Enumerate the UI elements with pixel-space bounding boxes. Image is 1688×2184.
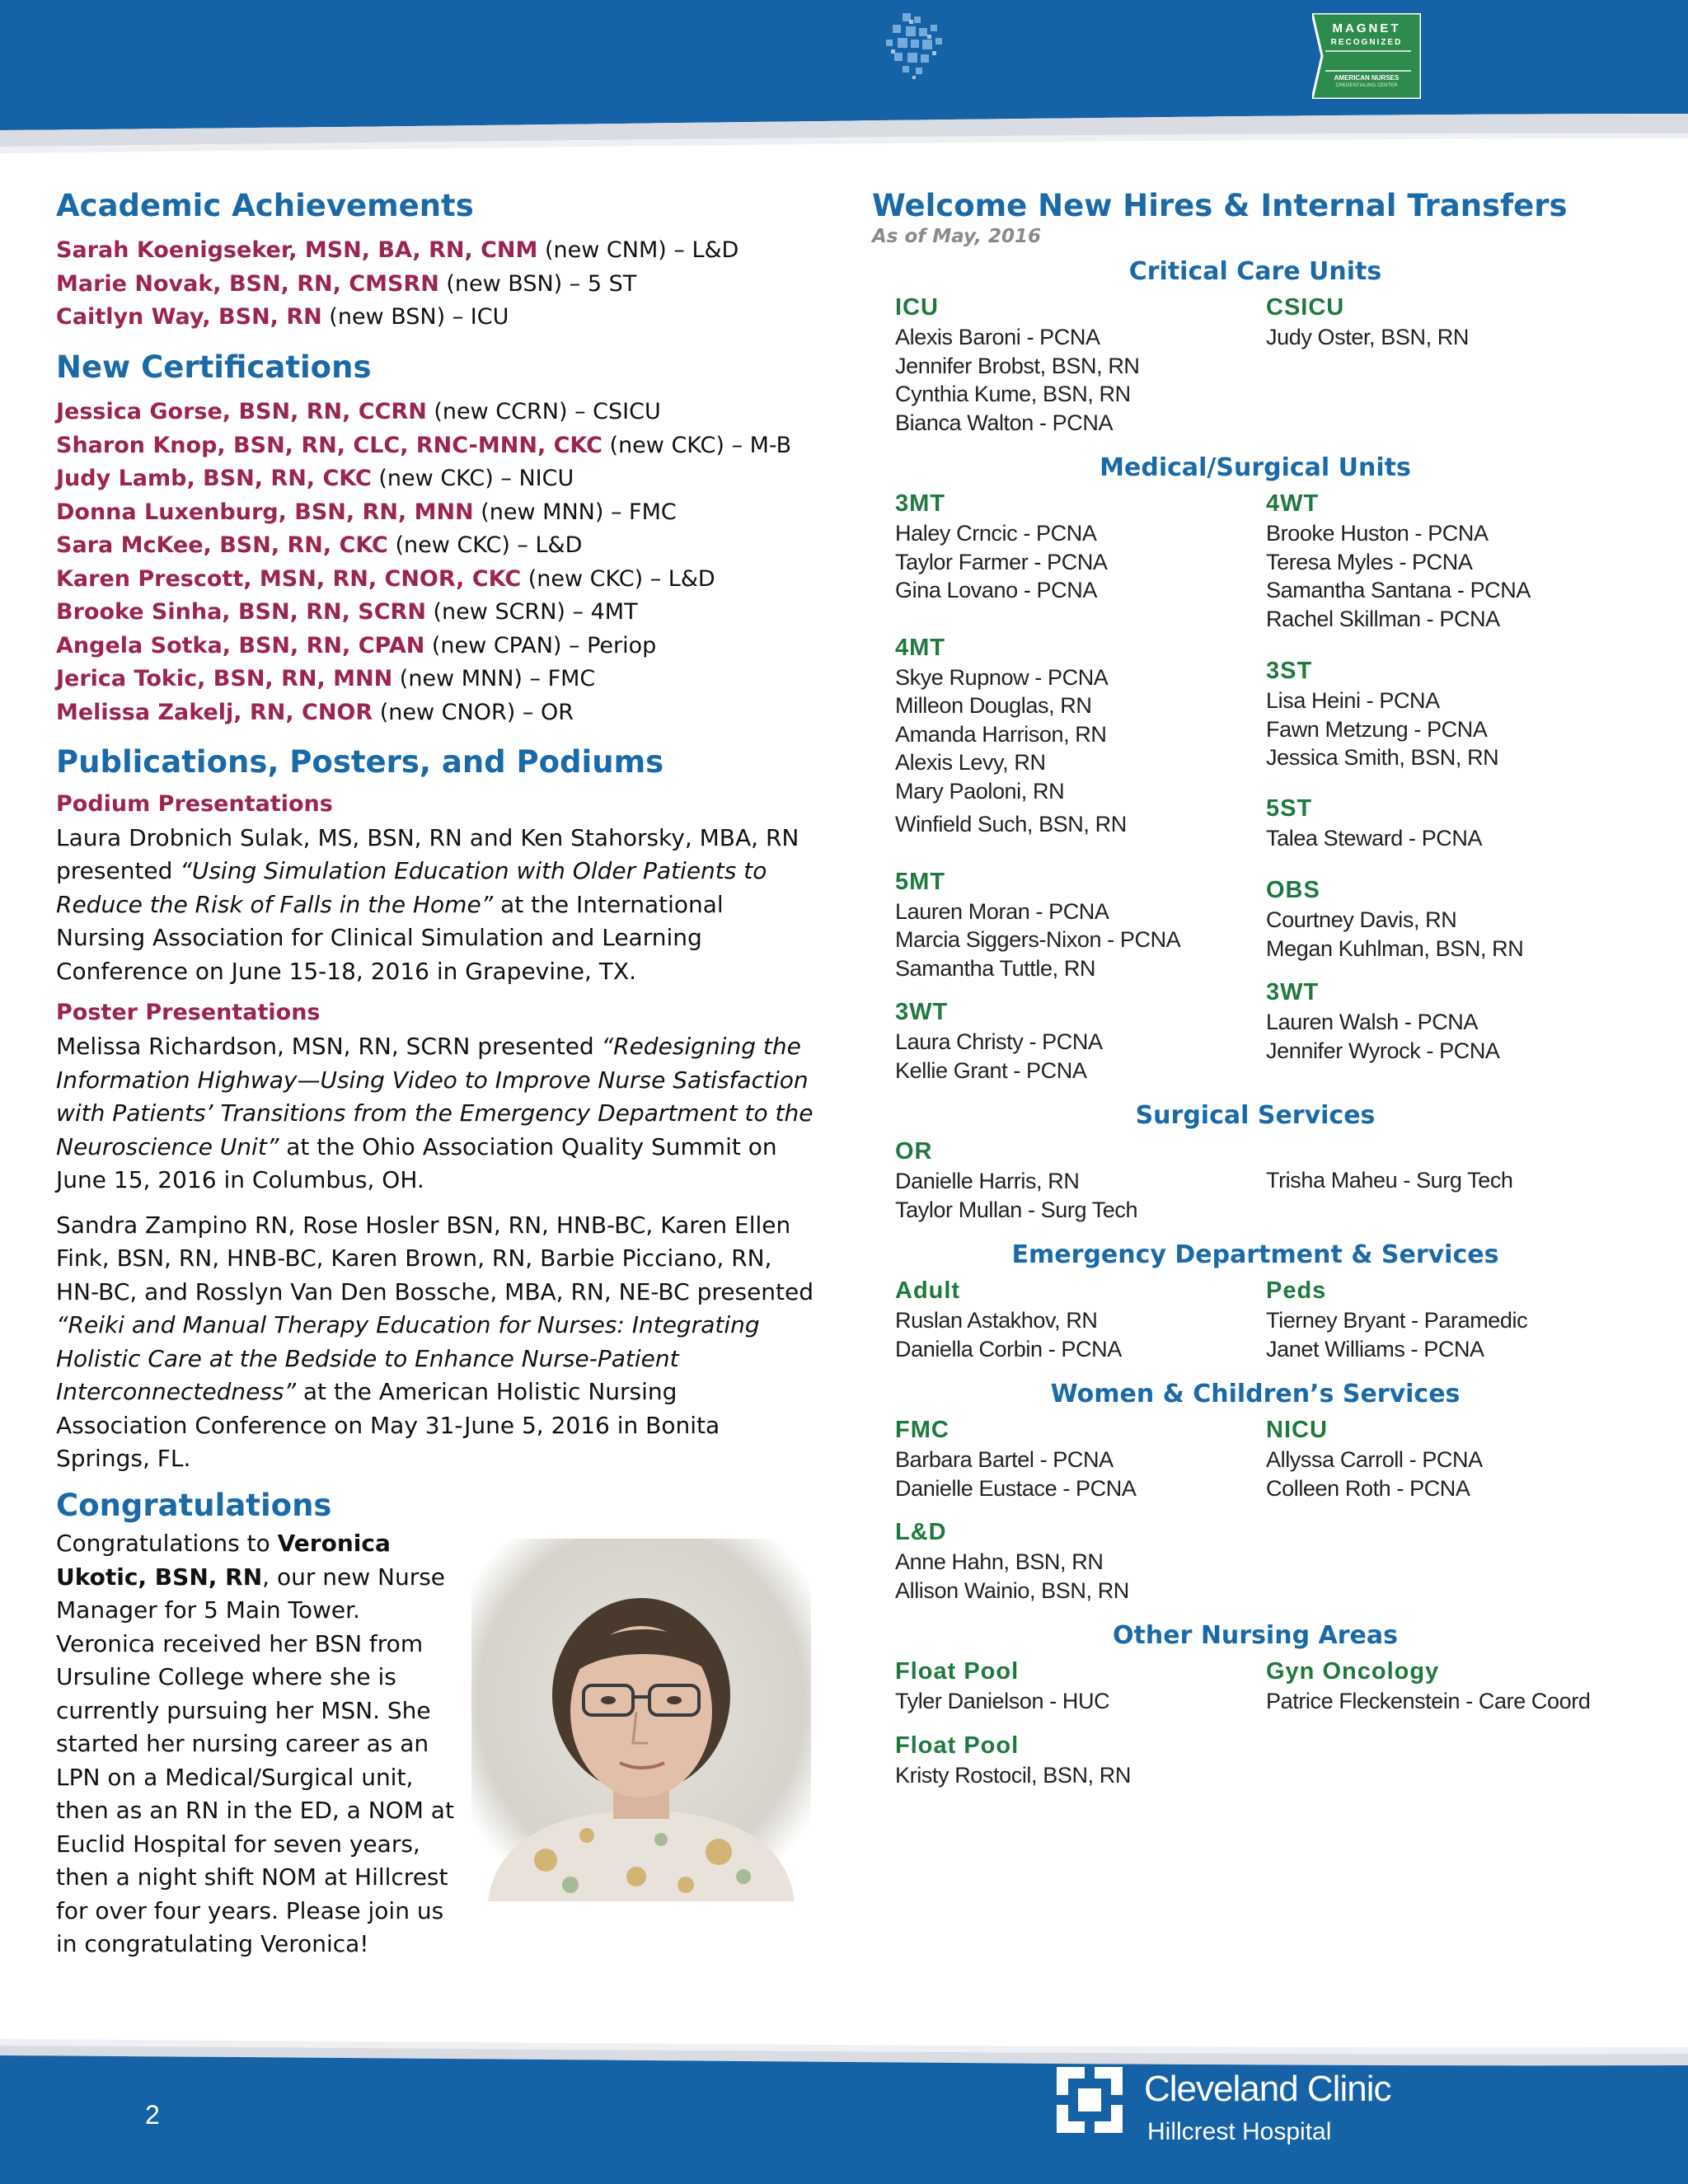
- medsurg-col-left: [895, 487, 1266, 1101]
- unit-obs: OBS Courtney Davis, RN Megan Kuhlman, BSN, RN: [1266, 877, 1524, 961]
- unit-adult: Adult Ruslan Astakhov, RN Daniella Corbin - PCNA: [895, 1277, 1122, 1361]
- academic-list: [56, 234, 814, 335]
- list-item: Jerica Tokic, BSN, RN, MNN (new MNN) – FMC: [56, 666, 596, 692]
- academic-heading: Academic Achievements: [56, 188, 474, 223]
- list-item: Karen Prescott, MSN, RN, CNOR, CKC (new CKC) – L&D: [56, 565, 715, 592]
- other-areas-grid: [895, 1655, 1639, 1806]
- podium-subheading: Podium Presentations: [56, 790, 333, 817]
- right-column: [872, 188, 1639, 1806]
- poster-paragraph-2: Sandra Zampino RN, Rose Hosler BSN, RN, HNB-BC, Karen Ellen Fink, BSN, RN, HNB-BC, Karen Brown, RN, Barbie Picciano, RN, HN-BC, and Rosslyn Van Den Bossche, MBA, RN, NE-BC presented “Reiki and Manual Therapy Education for Nurses: Integrating Holistic Care at the Bedside to Enhance Nurse-Patient Interconnectedness” at the American Holistic Nursing Association Conference on May 31-June 5, 2016 in Bonita Springs, FL.: [56, 1211, 814, 1473]
- unit-nicu: NICU Allyssa Carroll - PCNA Colleen Roth - PCNA: [1266, 1417, 1483, 1501]
- new-hires-heading: Welcome New Hires & Internal Transfers: [872, 188, 1568, 223]
- certifications-list: [56, 396, 814, 729]
- list-item: Melissa Zakelj, RN, CNOR (new CNOR) – OR: [56, 699, 574, 725]
- unit-4mt: 4MT Skye Rupnow - PCNA Milleon Douglas, RN Amanda Harrison, RN Alexis Levy, RN Mary Paoloni, RN Winfield Such, BSN, RN: [895, 634, 1127, 837]
- list-item: Caitlyn Way, BSN, RN (new BSN) – ICU: [56, 304, 509, 330]
- footer-band: [0, 2036, 1688, 2184]
- portrait-photo: [471, 1539, 811, 1901]
- list-item: Sharon Knop, BSN, RN, CLC, RNC-MNN, CKC (new CKC) – M-B: [56, 432, 792, 458]
- poster-subheading: Poster Presentations: [56, 1000, 321, 1026]
- medsurg-col-right: [1266, 487, 1637, 1101]
- publications-heading: Publications, Posters, and Podiums: [56, 744, 664, 780]
- congratulations-section: [56, 1488, 814, 1961]
- pixel-grid-logo: [870, 10, 960, 88]
- unit-3st: 3ST Lisa Heini - PCNA Fawn Metzung - PCNA Jessica Smith, BSN, RN: [1266, 658, 1499, 771]
- unit-float-pool-2: Float Pool Kristy Rostocil, BSN, RN: [895, 1732, 1131, 1788]
- unit-3mt: 3MT Haley Crncic - PCNA Taylor Farmer - PCNA Gina Lovano - PCNA: [895, 490, 1108, 603]
- unit-csicu: CSICU Judy Oster, BSN, RN: [1266, 294, 1469, 350]
- header-band: [0, 0, 1688, 157]
- surgical-grid: [895, 1135, 1639, 1240]
- page-number: 2: [145, 2100, 160, 2130]
- unit-peds: Peds Tierney Bryant - Paramedic Janet Williams - PCNA: [1266, 1277, 1528, 1361]
- emergency-heading: Emergency Department & Services: [1011, 1240, 1499, 1270]
- unit-or-right: Trisha Maheu - Surg Tech: [1266, 1168, 1513, 1193]
- unit-5st: 5ST Talea Steward - PCNA: [1266, 794, 1483, 851]
- medsurg-heading: Medical/Surgical Units: [1100, 453, 1411, 483]
- badge-line3: AMERICAN NURSES: [1334, 74, 1400, 82]
- badge-line1: MAGNET: [1332, 21, 1401, 35]
- unit-3wt-right: 3WT Lauren Walsh - PCNA Jennifer Wyrock - PCNA: [1266, 979, 1500, 1063]
- surgical-heading: Surgical Services: [1135, 1101, 1376, 1131]
- cleveland-clinic-logo-icon: [1057, 2067, 1123, 2133]
- emergency-grid: [895, 1274, 1639, 1380]
- list-item: Jessica Gorse, BSN, RN, CCRN (new CCRN) – CSICU: [56, 399, 661, 425]
- list-item: Sara McKee, BSN, RN, CKC (new CKC) – L&D: [56, 532, 583, 559]
- congratulations-heading: Congratulations: [56, 1487, 332, 1523]
- badge-line4: CREDENTIALING CENTER: [1335, 83, 1398, 88]
- critical-care-grid: [895, 291, 1639, 453]
- list-item: Judy Lamb, BSN, RN, CKC (new CKC) – NICU: [56, 466, 574, 492]
- medsurg-grid: [895, 487, 1639, 1101]
- list-item: Donna Luxenburg, BSN, RN, MNN (new MNN) – FMC: [56, 499, 677, 525]
- unit-float-pool-1: Float Pool Tyler Danielson - HUC: [895, 1658, 1110, 1714]
- hospital-name: Hillcrest Hospital: [1147, 2118, 1332, 2145]
- critical-care-heading: Critical Care Units: [1128, 257, 1382, 287]
- unit-ld: L&D Anne Hahn, BSN, RN Allison Wainio, BSN, RN: [895, 1519, 1129, 1603]
- women-children-grid: [895, 1413, 1639, 1621]
- unit-or: OR Danielle Harris, RN Taylor Mullan - Surg Tech: [895, 1138, 1138, 1222]
- unit-5mt: 5MT Lauren Moran - PCNA Marcia Siggers-Nixon - PCNA Samantha Tuttle, RN: [895, 868, 1181, 981]
- congratulations-paragraph: Congratulations to Veronica Ukotic, BSN, RN, our new Nurse Manager for 5 Main Tower. Veronica received her BSN from Ursuline College where she is currently pursuing her MSN. She started her nursing career as an LPN on a Medical/Surgical unit, then as an RN in the ED, a NOM at Euclid Hospital for seven years, then a night shift NOM at Hillcrest for over four years. Please join us in congratulating Veronica!: [56, 1530, 454, 1958]
- unit-3wt-left: 3WT Laura Christy - PCNA Kellie Grant - PCNA: [895, 999, 1103, 1083]
- unit-fmc: FMC Barbara Bartel - PCNA Danielle Eustace - PCNA: [895, 1417, 1137, 1501]
- unit-4wt: 4WT Brooke Huston - PCNA Teresa Myles - PCNA Samantha Santana - PCNA Rachel Skillman - PCNA: [1266, 490, 1531, 631]
- badge-line2: RECOGNIZED: [1330, 38, 1403, 47]
- certifications-heading: New Certifications: [56, 349, 372, 385]
- other-col-left: [895, 1655, 1266, 1806]
- organization-name: Cleveland Clinic: [1144, 2069, 1391, 2109]
- unit-icu: ICU Alexis Baroni - PCNA Jennifer Brobst, BSN, RN Cynthia Kume, BSN, RN Bianca Walton - PCNA: [895, 294, 1140, 435]
- as-of-date: As of May, 2016: [872, 226, 1041, 248]
- list-item: Sarah Koenigseker, MSN, BA, RN, CNM (new CNM) – L&D: [56, 237, 739, 264]
- poster-paragraph-1: Melissa Richardson, MSN, RN, SCRN presented “Redesigning the Information Highway—Using Video to Improve Nurse Satisfaction with Patients’ Transitions from the Emergency Department to the Neuroscience Unit” at the Ohio Association Quality Summit on June 15, 2016 in Columbus, OH.: [56, 1033, 814, 1194]
- left-column: [56, 188, 814, 1961]
- magnet-recognized-badge: [1312, 13, 1421, 99]
- women-col-left: [895, 1413, 1266, 1621]
- women-children-heading: Women & Children’s Services: [1050, 1380, 1461, 1409]
- list-item: Marie Novak, BSN, RN, CMSRN (new BSN) – 5 ST: [56, 270, 637, 297]
- list-item: Angela Sotka, BSN, RN, CPAN (new CPAN) – Periop: [56, 632, 657, 658]
- other-areas-heading: Other Nursing Areas: [1113, 1621, 1398, 1651]
- list-item: Brooke Sinha, BSN, RN, SCRN (new SCRN) – 4MT: [56, 599, 638, 626]
- podium-paragraph: Laura Drobnich Sulak, MS, BSN, RN and Ken Stahorsky, MBA, RN presented “Using Simulation Education with Older Patients to Reduce the Risk of Falls in the Home” at the International Nursing Association for Clinical Simulation and Learning Conference on June 15-18, 2016 in Grapevine, TX.: [56, 823, 799, 985]
- unit-gyn-oncology: Gyn Oncology Patrice Fleckenstein - Care Coord: [1266, 1658, 1591, 1714]
